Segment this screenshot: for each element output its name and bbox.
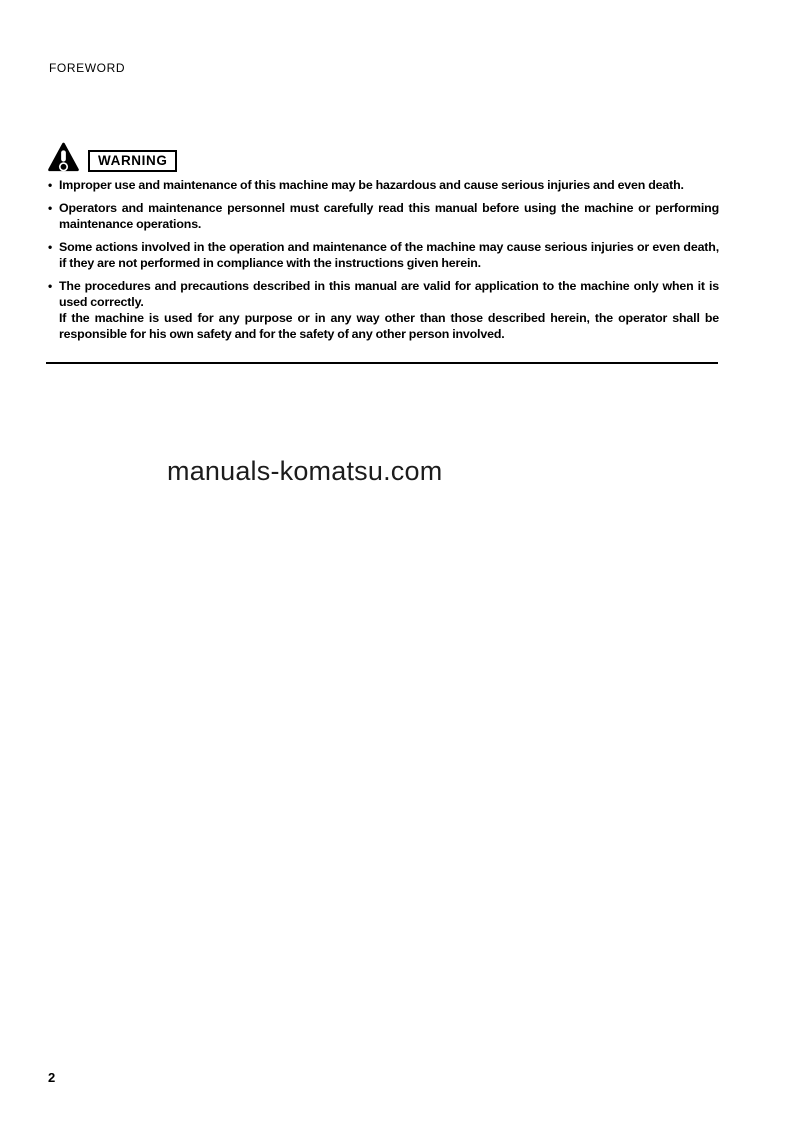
- warning-header: [48, 142, 177, 173]
- warning-bullet-item: [48, 177, 719, 193]
- bullet-marker: •: [48, 178, 53, 192]
- bullet-marker: •: [48, 279, 53, 293]
- warning-bullet-item: [48, 278, 719, 342]
- warning-bullet-item: [48, 200, 719, 232]
- watermark-text: manuals-komatsu.com: [167, 456, 443, 486]
- bullet-marker: •: [48, 240, 53, 254]
- warning-bullet-text: The procedures and precautions described in this manual are valid for application to the machine only when it is used correctly.: [59, 279, 719, 309]
- warning-bullet-text: Operators and maintenance personnel must carefully read this manual before using the machine or performing maintenance operations.: [59, 201, 719, 231]
- warning-bullet-list: [48, 177, 719, 349]
- warning-bullet-text: Some actions involved in the operation and maintenance of the machine may cause serious injuries or even death, if they are not performed in compliance with the instructions given herein.: [59, 240, 719, 270]
- warning-bullet-text: If the machine is used for any purpose or in any way other than those described herein, the operator shall be responsible for his own safety and for the safety of any other person involved.: [59, 311, 719, 341]
- page-title: FOREWORD: [49, 61, 126, 75]
- warning-bullet-item: [48, 239, 719, 271]
- warning-bullet-text: Improper use and maintenance of this machine may be hazardous and cause serious injuries and even death.: [59, 178, 684, 192]
- section-divider-rule: [46, 362, 718, 364]
- warning-triangle-icon: [48, 142, 79, 173]
- page-number: 2: [48, 1070, 56, 1085]
- warning-label: WARNING: [88, 150, 177, 172]
- bullet-marker: •: [48, 201, 53, 215]
